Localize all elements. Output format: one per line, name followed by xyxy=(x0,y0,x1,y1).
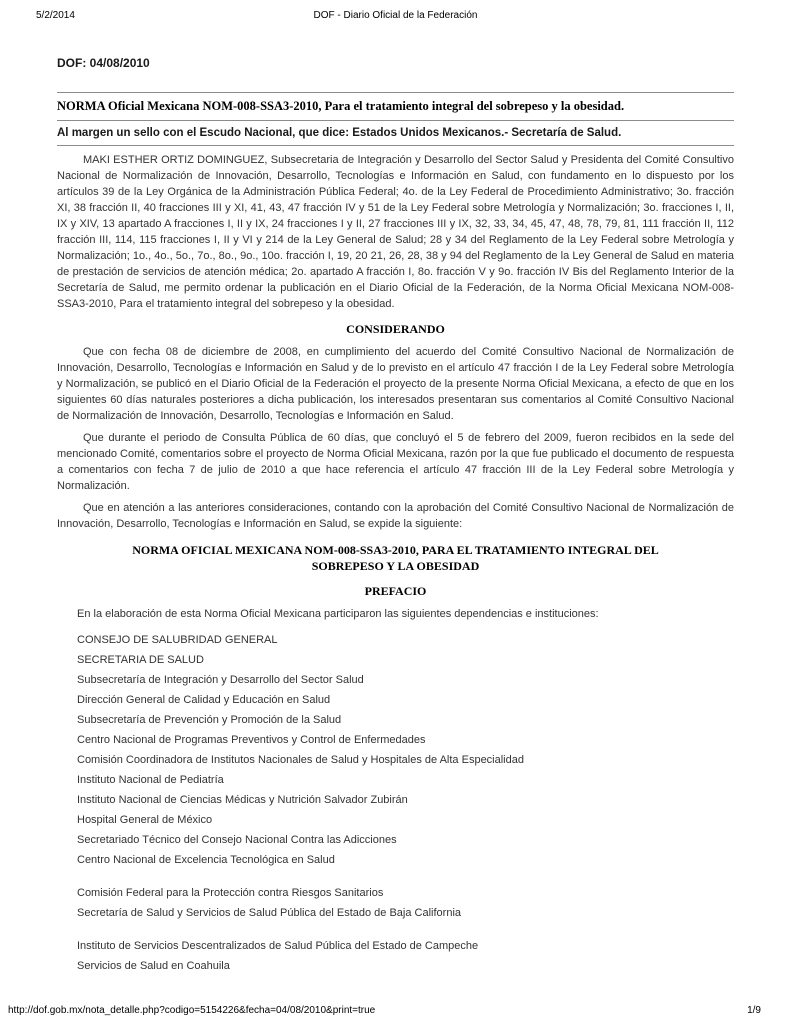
institution-item: Centro Nacional de Programas Preventivos y Control de Enfermedades xyxy=(77,734,426,746)
institution-item: Subsecretaría de Prevención y Promoción de la Salud xyxy=(77,714,342,726)
footer-page-number: 1/9 xyxy=(747,1005,761,1016)
norma-uppercase-heading: NORMA OFICIAL MEXICANA NOM-008-SSA3-2010, PARA EL TRATAMIENTO INTEGRAL DEL SOBREPESO Y LA OBESIDAD xyxy=(132,543,659,573)
institutions-group xyxy=(57,936,734,976)
intro-paragraph: MAKI ESTHER ORTIZ DOMINGUEZ, Subsecretaria de Integración y Desarrollo del Sector Salud y Presidenta del Comité Consultivo Nacional de Normalización de Innovación, Desarrollo, Tecnologías e Información en Salud, con fundamento en lo dispuesto por los artículos 39 de la Ley Orgánica de la Administración Pública Federal; 4o. de la Ley Federal de Procedimiento Administrativo; 3o. fracción XI, 38 fracción II, 40 fracciones III y XI, 41, 43, 47 fracción IV y 51 de la Ley Federal sobre Metrología y Normalización; 3o. fracciones I, II, IX y XIV, 13 apartado A fracciones I, II y IX, 24 fracciones I y II, 27 fracciones III y IX, 32, 33, 34, 45, 47, 48, 78, 79, 81, 111 fracción II, 112 fracción III, 114, 115 fracciones I, II y VI y 214 de la Ley General de Salud; 28 y 34 del Reglamento de la Ley Federal sobre Metrología y Normalización; 1o., 4o., 5o., 7o., 8o., 9o., 10o. fracción I, 19, 20 21, 26, 28, 38 y 94 del Reglamento de la Ley General de Salud en materia de prestación de servicios de atención médica; 2o. apartado A fracción I, 8o. fracción V y 9o. fracción IV Bis del Reglamento Interior de la Secretaría de Salud, me permito ordenar la publicación en el Diario Oficial de la Federación, de la Norma Oficial Mexicana NOM-008-SSA3-2010, Para el tratamiento integral del sobrepeso y la obesidad. xyxy=(57,154,734,310)
considerando-paragraph: Que con fecha 08 de diciembre de 2008, en cumplimiento del acuerdo del Comité Consultivo Nacional de Normalización de Innovación, Desarrollo, Tecnologías e Información en Salud y de lo previsto en el artículo 47 fracción I de la Ley Federal sobre Metrología y Normalización, se publicó en el Diario Oficial de la Federación el proyecto de la presente Norma Oficial Mexicana, a efecto de que en los siguientes 60 días naturales posteriores a dicha publicación, los interesados presentaran sus comentarios al Comité Consultivo Nacional de Normalización de Innovación, Desarrollo, Tecnologías e Información en Salud. xyxy=(57,346,734,422)
institutions-group xyxy=(57,883,734,923)
footer-url: http://dof.gob.mx/nota_detalle.php?codigo=5154226&fecha=04/08/2010&print=true xyxy=(8,1005,376,1016)
institution-item: Instituto Nacional de Ciencias Médicas y Nutrición Salvador Zubirán xyxy=(77,794,408,806)
institution-item: Instituto de Servicios Descentralizados de Salud Pública del Estado de Campeche xyxy=(77,940,479,952)
document-content xyxy=(57,56,734,976)
institution-item: Dirección General de Calidad y Educación en Salud xyxy=(77,694,331,706)
institution-item: Comisión Coordinadora de Institutos Nacionales de Salud y Hospitales de Alta Especialidad xyxy=(77,754,524,766)
print-header-date: 5/2/2014 xyxy=(36,10,75,21)
institution-item: Hospital General de México xyxy=(77,814,213,826)
institution-item: Secretariado Técnico del Consejo Nacional Contra las Adicciones xyxy=(77,834,397,846)
institution-item: CONSEJO DE SALUBRIDAD GENERAL xyxy=(77,634,278,646)
divider xyxy=(57,145,734,146)
considerando-heading: CONSIDERANDO xyxy=(346,322,445,336)
prefacio-heading: PREFACIO xyxy=(364,584,427,598)
dof-date: DOF: 04/08/2010 xyxy=(57,56,150,70)
considerando-paragraph: Que durante el periodo de Consulta Pública de 60 días, que concluyó el 5 de febrero del 2009, fueron recibidos en la sede del mencionado Comité, comentarios sobre el proyecto de Norma Oficial Mexicana, razón por la que fue publicado el documento de respuesta a comentarios con fecha 7 de julio de 2010 a que hace referencia el artículo 47 fracción III de la Ley Federal sobre Metrología y Normalización. xyxy=(57,432,734,492)
norma-title: NORMA Oficial Mexicana NOM-008-SSA3-2010, Para el tratamiento integral del sobrepeso y la obesidad. xyxy=(57,99,625,113)
institution-item: Secretaría de Salud y Servicios de Salud Pública del Estado de Baja California xyxy=(77,907,462,919)
print-header-title: DOF - Diario Oficial de la Federación xyxy=(313,10,478,21)
institution-item: Centro Nacional de Excelencia Tecnológica en Salud xyxy=(77,854,335,866)
prefacio-intro: En la elaboración de esta Norma Oficial Mexicana participaron las siguientes dependencias e instituciones: xyxy=(77,608,599,620)
considerando-paragraph: Que en atención a las anteriores consideraciones, contando con la aprobación del Comité Consultivo Nacional de Normalización de Innovación, Desarrollo, Tecnologías e Información en Salud, se expide la siguiente: xyxy=(57,502,734,530)
institution-item: Subsecretaría de Integración y Desarrollo del Sector Salud xyxy=(77,674,364,686)
institution-item: Comisión Federal para la Protección contra Riesgos Sanitarios xyxy=(77,887,384,899)
institution-item: Servicios de Salud en Coahuila xyxy=(77,960,230,972)
print-header xyxy=(36,10,755,24)
institution-item: SECRETARIA DE SALUD xyxy=(77,654,204,666)
institution-item: Instituto Nacional de Pediatría xyxy=(77,774,224,786)
institutions-group xyxy=(57,630,734,870)
al-margen-line: Al margen un sello con el Escudo Nacional, que dice: Estados Unidos Mexicanos.- Secretaría de Salud. xyxy=(57,127,622,139)
